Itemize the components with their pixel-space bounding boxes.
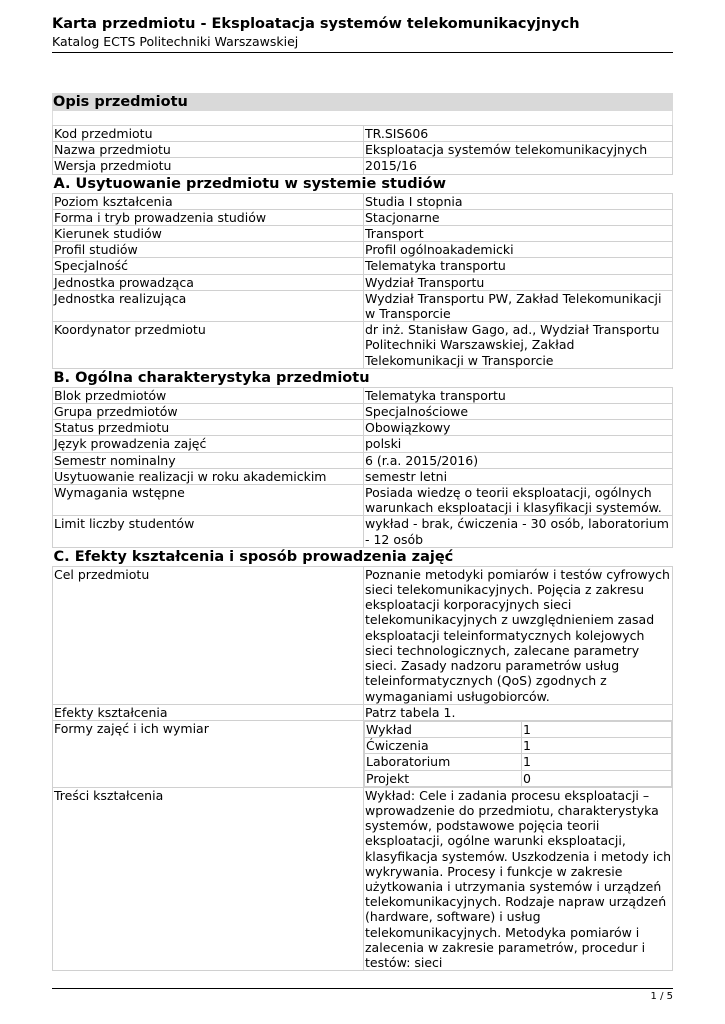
table-row bbox=[53, 468, 673, 484]
class-form-name: Laboratorium bbox=[365, 754, 522, 770]
row-value: Posiada wiedzę o teorii eksploatacji, ogólnych warunkach eksploatacji i klasyfikacji systemów. bbox=[364, 485, 673, 516]
row-value: Wykład: Cele i zadania procesu eksploatacji – wprowadzenie do przedmiotu, charakterystyka systemów, podstawowe pojęcia teorii eksploatacji, ogólne warunki eksploatacji, klasyfikacja systemów. Uszkodzenia i metody ich wykrywania. Procesy i funkcje w zakresie użytkowania i utrzymania systemów i urządzeń telekomunikacyjnych. Rodzaje napraw urządzeń (hardware, software) i usług telekomunikacyjnych. Metodyka pomiarów i zalecenia w zakresie parametrów, procedur i testów: sieci bbox=[365, 787, 671, 970]
table-row bbox=[53, 158, 673, 174]
class-form-row bbox=[365, 754, 672, 770]
row-label: Status przedmiotu bbox=[53, 420, 364, 436]
class-forms-table bbox=[364, 721, 672, 787]
row-label: Limit liczby studentów bbox=[53, 516, 364, 547]
row-label: Jednostka prowadząca bbox=[53, 274, 364, 290]
table-row bbox=[53, 226, 673, 242]
document-title: Karta przedmiotu - Eksploatacja systemów telekomunikacyjnych bbox=[52, 16, 580, 32]
row-value: Obowiązkowy bbox=[364, 420, 673, 436]
row-value: Profil ogólnoakademicki bbox=[364, 242, 673, 258]
course-card bbox=[52, 93, 673, 970]
table-row bbox=[53, 436, 673, 452]
row-label: Semestr nominalny bbox=[53, 452, 364, 468]
row-value: Telematyka transportu bbox=[364, 258, 673, 274]
row-value: Transport bbox=[364, 226, 673, 242]
table-row bbox=[53, 193, 673, 209]
row-label: Poziom kształcenia bbox=[53, 193, 364, 209]
row-label: Usytuowanie realizacji w roku akademickim bbox=[53, 468, 364, 484]
row-value: dr inż. Stanisław Gago, ad., Wydział Transportu Politechniki Warszawskiej, Zakład Telekomunikacji w Transporcie bbox=[364, 322, 673, 369]
row-label: Formy zajęć i ich wymiar bbox=[53, 720, 364, 787]
row-label: Grupa przedmiotów bbox=[53, 404, 364, 420]
row-label: Forma i tryb prowadzenia studiów bbox=[53, 209, 364, 225]
class-forms-cell bbox=[364, 720, 673, 787]
class-form-name: Wykład bbox=[365, 721, 522, 737]
table-row bbox=[53, 704, 673, 720]
class-form-name: Projekt bbox=[365, 770, 522, 786]
row-value: Poznanie metodyki pomiarów i testów cyfrowych sieci telekomunikacyjnych. Pojęcia z zakresu eksploatacji korporacyjnych sieci telekomunikacyjnych z uwzględnieniem zasad eksploatacji teleinformatycznych kolejowych sieci technologicznych, zalecane parametry sieci. Zasady nadzoru parametrów usług teleinformatycznych (QoS) zgodnych z wymaganiami usługobiorców. bbox=[364, 566, 673, 704]
class-form-hours: 0 bbox=[522, 770, 672, 786]
table-row bbox=[53, 290, 673, 321]
row-label: Wymagania wstępne bbox=[53, 485, 364, 516]
row-value: Specjalnościowe bbox=[364, 404, 673, 420]
row-value: Wydział Transportu bbox=[364, 274, 673, 290]
document-subtitle: Katalog ECTS Politechniki Warszawskiej bbox=[52, 34, 299, 49]
row-label: Nazwa przedmiotu bbox=[53, 142, 364, 158]
table-row bbox=[53, 404, 673, 420]
table-row bbox=[53, 126, 673, 142]
table-row bbox=[53, 516, 673, 547]
row-label: Kod przedmiotu bbox=[53, 126, 364, 142]
section-heading-b: B. Ogólna charakterystyka przedmiotu bbox=[53, 368, 673, 387]
row-label: Język prowadzenia zajęć bbox=[53, 436, 364, 452]
section-row bbox=[53, 174, 673, 193]
row-label: Wersja przedmiotu bbox=[53, 158, 364, 174]
row-value: Stacjonarne bbox=[364, 209, 673, 225]
table-row bbox=[53, 258, 673, 274]
row-value: semestr letni bbox=[364, 468, 673, 484]
row-value: wykład - brak, ćwiczenia - 30 osób, laboratorium - 12 osób bbox=[364, 516, 673, 547]
row-label: Cel przedmiotu bbox=[53, 566, 364, 704]
row-value: Studia I stopnia bbox=[364, 193, 673, 209]
table-row bbox=[53, 209, 673, 225]
row-value: Wydział Transportu PW, Zakład Telekomunikacji w Transporcie bbox=[364, 290, 673, 321]
row-label: Blok przedmiotów bbox=[53, 387, 364, 403]
row-label: Treści kształcenia bbox=[53, 787, 364, 970]
table-row bbox=[53, 322, 673, 369]
course-table bbox=[52, 125, 673, 971]
row-value: 2015/16 bbox=[364, 158, 673, 174]
class-form-row bbox=[365, 738, 672, 754]
table-row bbox=[53, 485, 673, 516]
row-value: 6 (r.a. 2015/2016) bbox=[364, 452, 673, 468]
row-label: Jednostka realizująca bbox=[53, 290, 364, 321]
row-value: Eksploatacja systemów telekomunikacyjnych bbox=[364, 142, 673, 158]
row-value: polski bbox=[364, 436, 673, 452]
section-heading-a: A. Usytuowanie przedmiotu w systemie studiów bbox=[53, 174, 673, 193]
table-row bbox=[53, 274, 673, 290]
row-label: Profil studiów bbox=[53, 242, 364, 258]
section-row bbox=[53, 547, 673, 566]
table-row bbox=[53, 387, 673, 403]
row-label: Kierunek studiów bbox=[53, 226, 364, 242]
footer-divider bbox=[52, 988, 673, 989]
row-label: Specjalność bbox=[53, 258, 364, 274]
class-form-hours: 1 bbox=[522, 738, 672, 754]
section-heading-c: C. Efekty kształcenia i sposób prowadzenia zajęć bbox=[53, 547, 673, 566]
row-value: TR.SIS606 bbox=[364, 126, 673, 142]
class-form-row bbox=[365, 721, 672, 737]
row-value: Telematyka transportu bbox=[364, 387, 673, 403]
class-form-row bbox=[365, 770, 672, 786]
row-label: Koordynator przedmiotu bbox=[53, 322, 364, 369]
page-number: 1 / 5 bbox=[650, 991, 673, 1002]
table-row bbox=[53, 787, 673, 970]
row-value: Patrz tabela 1. bbox=[364, 704, 673, 720]
row-label: Efekty kształcenia bbox=[53, 704, 364, 720]
section-heading-opis: Opis przedmiotu bbox=[52, 93, 673, 111]
table-row bbox=[53, 566, 673, 704]
class-form-hours: 1 bbox=[522, 754, 672, 770]
table-row bbox=[53, 720, 673, 787]
class-form-name: Ćwiczenia bbox=[365, 738, 522, 754]
table-row bbox=[53, 142, 673, 158]
header-divider bbox=[52, 52, 673, 53]
section-row bbox=[53, 368, 673, 387]
spacer bbox=[52, 111, 673, 125]
table-row bbox=[53, 420, 673, 436]
table-row bbox=[53, 452, 673, 468]
table-row bbox=[53, 242, 673, 258]
class-form-hours: 1 bbox=[522, 721, 672, 737]
